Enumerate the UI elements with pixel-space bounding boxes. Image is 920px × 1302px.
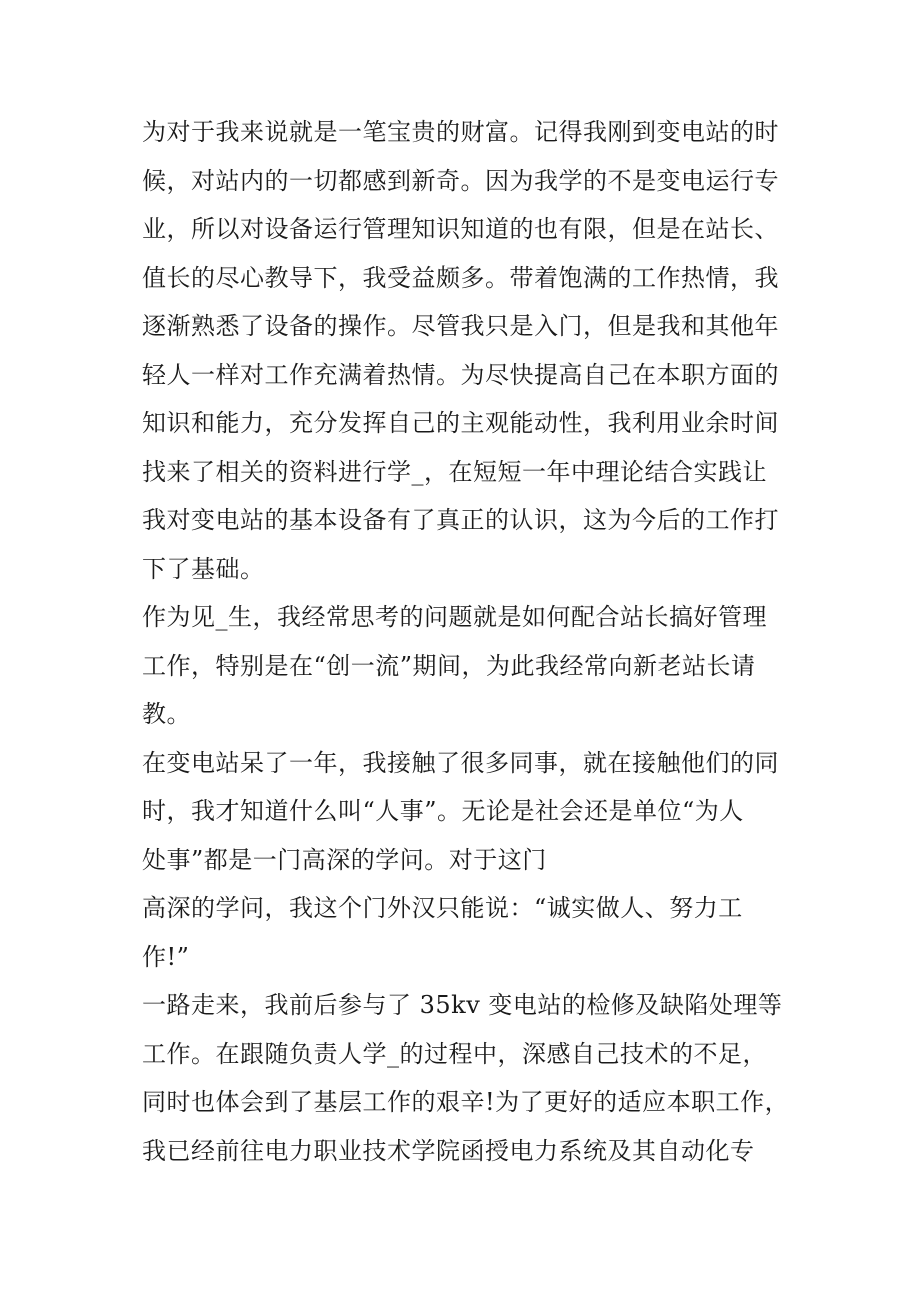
- text-line: 时，我才知道什么叫“人事”。无论是社会还是单位“为人: [142, 797, 744, 825]
- text-line: 下了基础。: [142, 554, 265, 583]
- text-line: 作!”: [142, 942, 190, 971]
- text-line: 高深的学问，我这个门外汉只能说：“诚实做人、努力工: [142, 894, 743, 922]
- text-line: 我对变电站的基本设备有了真正的认识，这为今后的工作打: [142, 506, 779, 534]
- text-line: 候，对站内的一切都感到新奇。因为我学的不是变电运行专: [142, 166, 779, 195]
- text-line: 为对于我来说就是一笔宝贵的财富。记得我刚到变电站的时: [142, 118, 779, 146]
- body-text: [142, 108, 802, 1175]
- text-line: 工作。在跟随负责人学_的过程中，深感自己技术的不足，: [142, 1039, 767, 1068]
- text-line: 在变电站呆了一年，我接触了很多同事，就在接触他们的同: [142, 748, 779, 777]
- text-line: 作为见_生，我经常思考的问题就是如何配合站长搞好管理: [142, 603, 767, 631]
- text-line: 教。: [142, 700, 191, 728]
- text-line: 业，所以对设备运行管理知识知道的也有限，但是在站长、: [142, 215, 779, 243]
- text-line: 值长的尽心教导下，我受益颇多。带着饱满的工作热情，我: [142, 263, 779, 292]
- text-line: 找来了相关的资料进行学_，在短短一年中理论结合实践让: [142, 457, 767, 486]
- text-line: 知识和能力，充分发挥自己的主观能动性，我利用业余时间: [142, 409, 779, 437]
- text-line: 轻人一样对工作充满着热情。为尽快提高自己在本职方面的: [142, 360, 779, 389]
- text-line: 处事”都是一门高深的学问。对于这门: [142, 845, 547, 874]
- text-line: 我已经前往电力职业技术学院函授电力系统及其自动化专: [142, 1136, 755, 1165]
- text-line: 一路走来，我前后参与了 35kv 变电站的检修及缺陷处理等: [142, 991, 783, 1019]
- text-line: 逐渐熟悉了设备的操作。尽管我只是入门，但是我和其他年: [142, 312, 779, 340]
- text-line: 同时也体会到了基层工作的艰辛!为了更好的适应本职工作，: [142, 1088, 790, 1116]
- text-line: 工作，特别是在“创一流”期间，为此我经常向新老站长请: [142, 651, 756, 680]
